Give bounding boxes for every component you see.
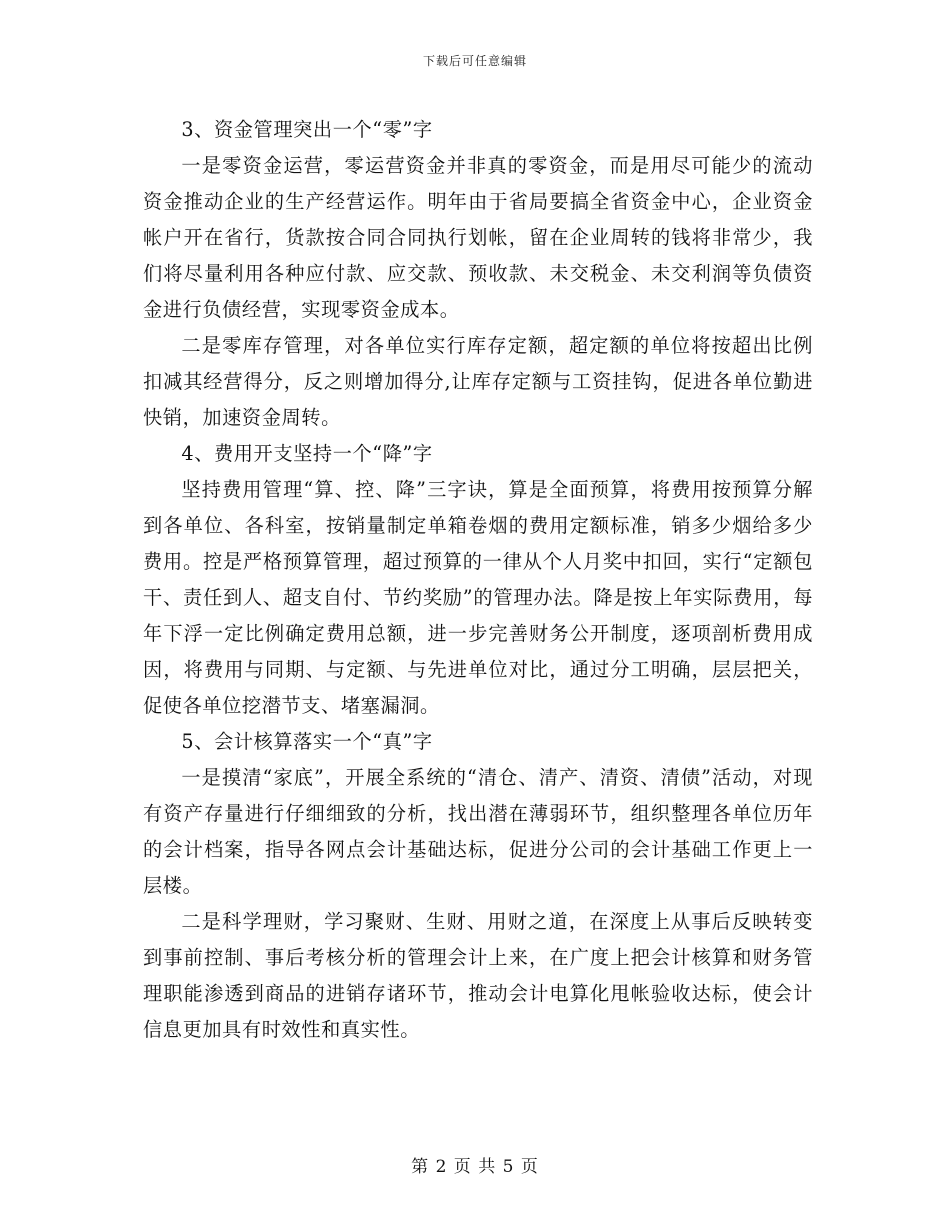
body-paragraph: 二是科学理财，学习聚财、生财、用财之道，在深度上从事后反映转变到事前控制、事后考核分析的管理会计上来，在广度上把会计核算和财务管理职能渗透到商品的进销存诸环节，推动会计电算化甩帐验收达标，使会计信息更加具有时效性和真实性。 [143,910,813,1041]
section-heading-4: 4、费用开支坚持一个“降”字 [181,442,433,465]
body-paragraph: 一是零资金运营，零运营资金并非真的零资金，而是用尽可能少的流动资金推动企业的生产经营运作。明年由于省局要搞全省资金中心，企业资金帐户开在省行，货款按合同合同执行划帐，留在企业周转的钱将非常少，我们将尽量利用各种应付款、应交款、预收款、未交税金、未交利润等负债资金进行负债经营，实现零资金成本。 [143,154,813,321]
page-header: 下载后可任意编辑 [422,54,527,68]
document-body [143,112,813,1048]
body-paragraph: 二是零库存管理，对各单位实行库存定额，超定额的单位将按超出比例扣减其经营得分，反之则增加得分,让库存定额与工资挂钩，促进各单位勤进快销，加速资金周转。 [143,334,813,429]
section-heading-5: 5、会计核算落实一个“真”字 [181,730,433,753]
body-paragraph: 一是摸清“家底”，开展全系统的“清仓、清产、清资、清债”活动，对现有资产存量进行仔细细致的分析，找出潜在薄弱环节，组织整理各单位历年的会计档案，指导各网点会计基础达标，促进分公司的会计基础工作更上一层楼。 [143,766,813,897]
body-paragraph: 坚持费用管理“算、控、降”三字诀，算是全面预算，将费用按预算分解到各单位、各科室，按销量制定单箱卷烟的费用定额标准，销多少烟给多少费用。控是严格预算管理，超过预算的一律从个人月奖中扣回，实行“定额包干、责任到人、超支自付、节约奖励”的管理办法。降是按上年实际费用，每年下浮一定比例确定费用总额，进一步完善财务公开制度，逐项剖析费用成因，将费用与同期、与定额、与先进单位对比，通过分工明确，层层把关，促使各单位挖潜节支、堵塞漏洞。 [143,478,813,717]
page-footer: 第 2 页 共 5 页 [411,1157,539,1177]
section-heading-3: 3、资金管理突出一个“零”字 [181,118,433,141]
